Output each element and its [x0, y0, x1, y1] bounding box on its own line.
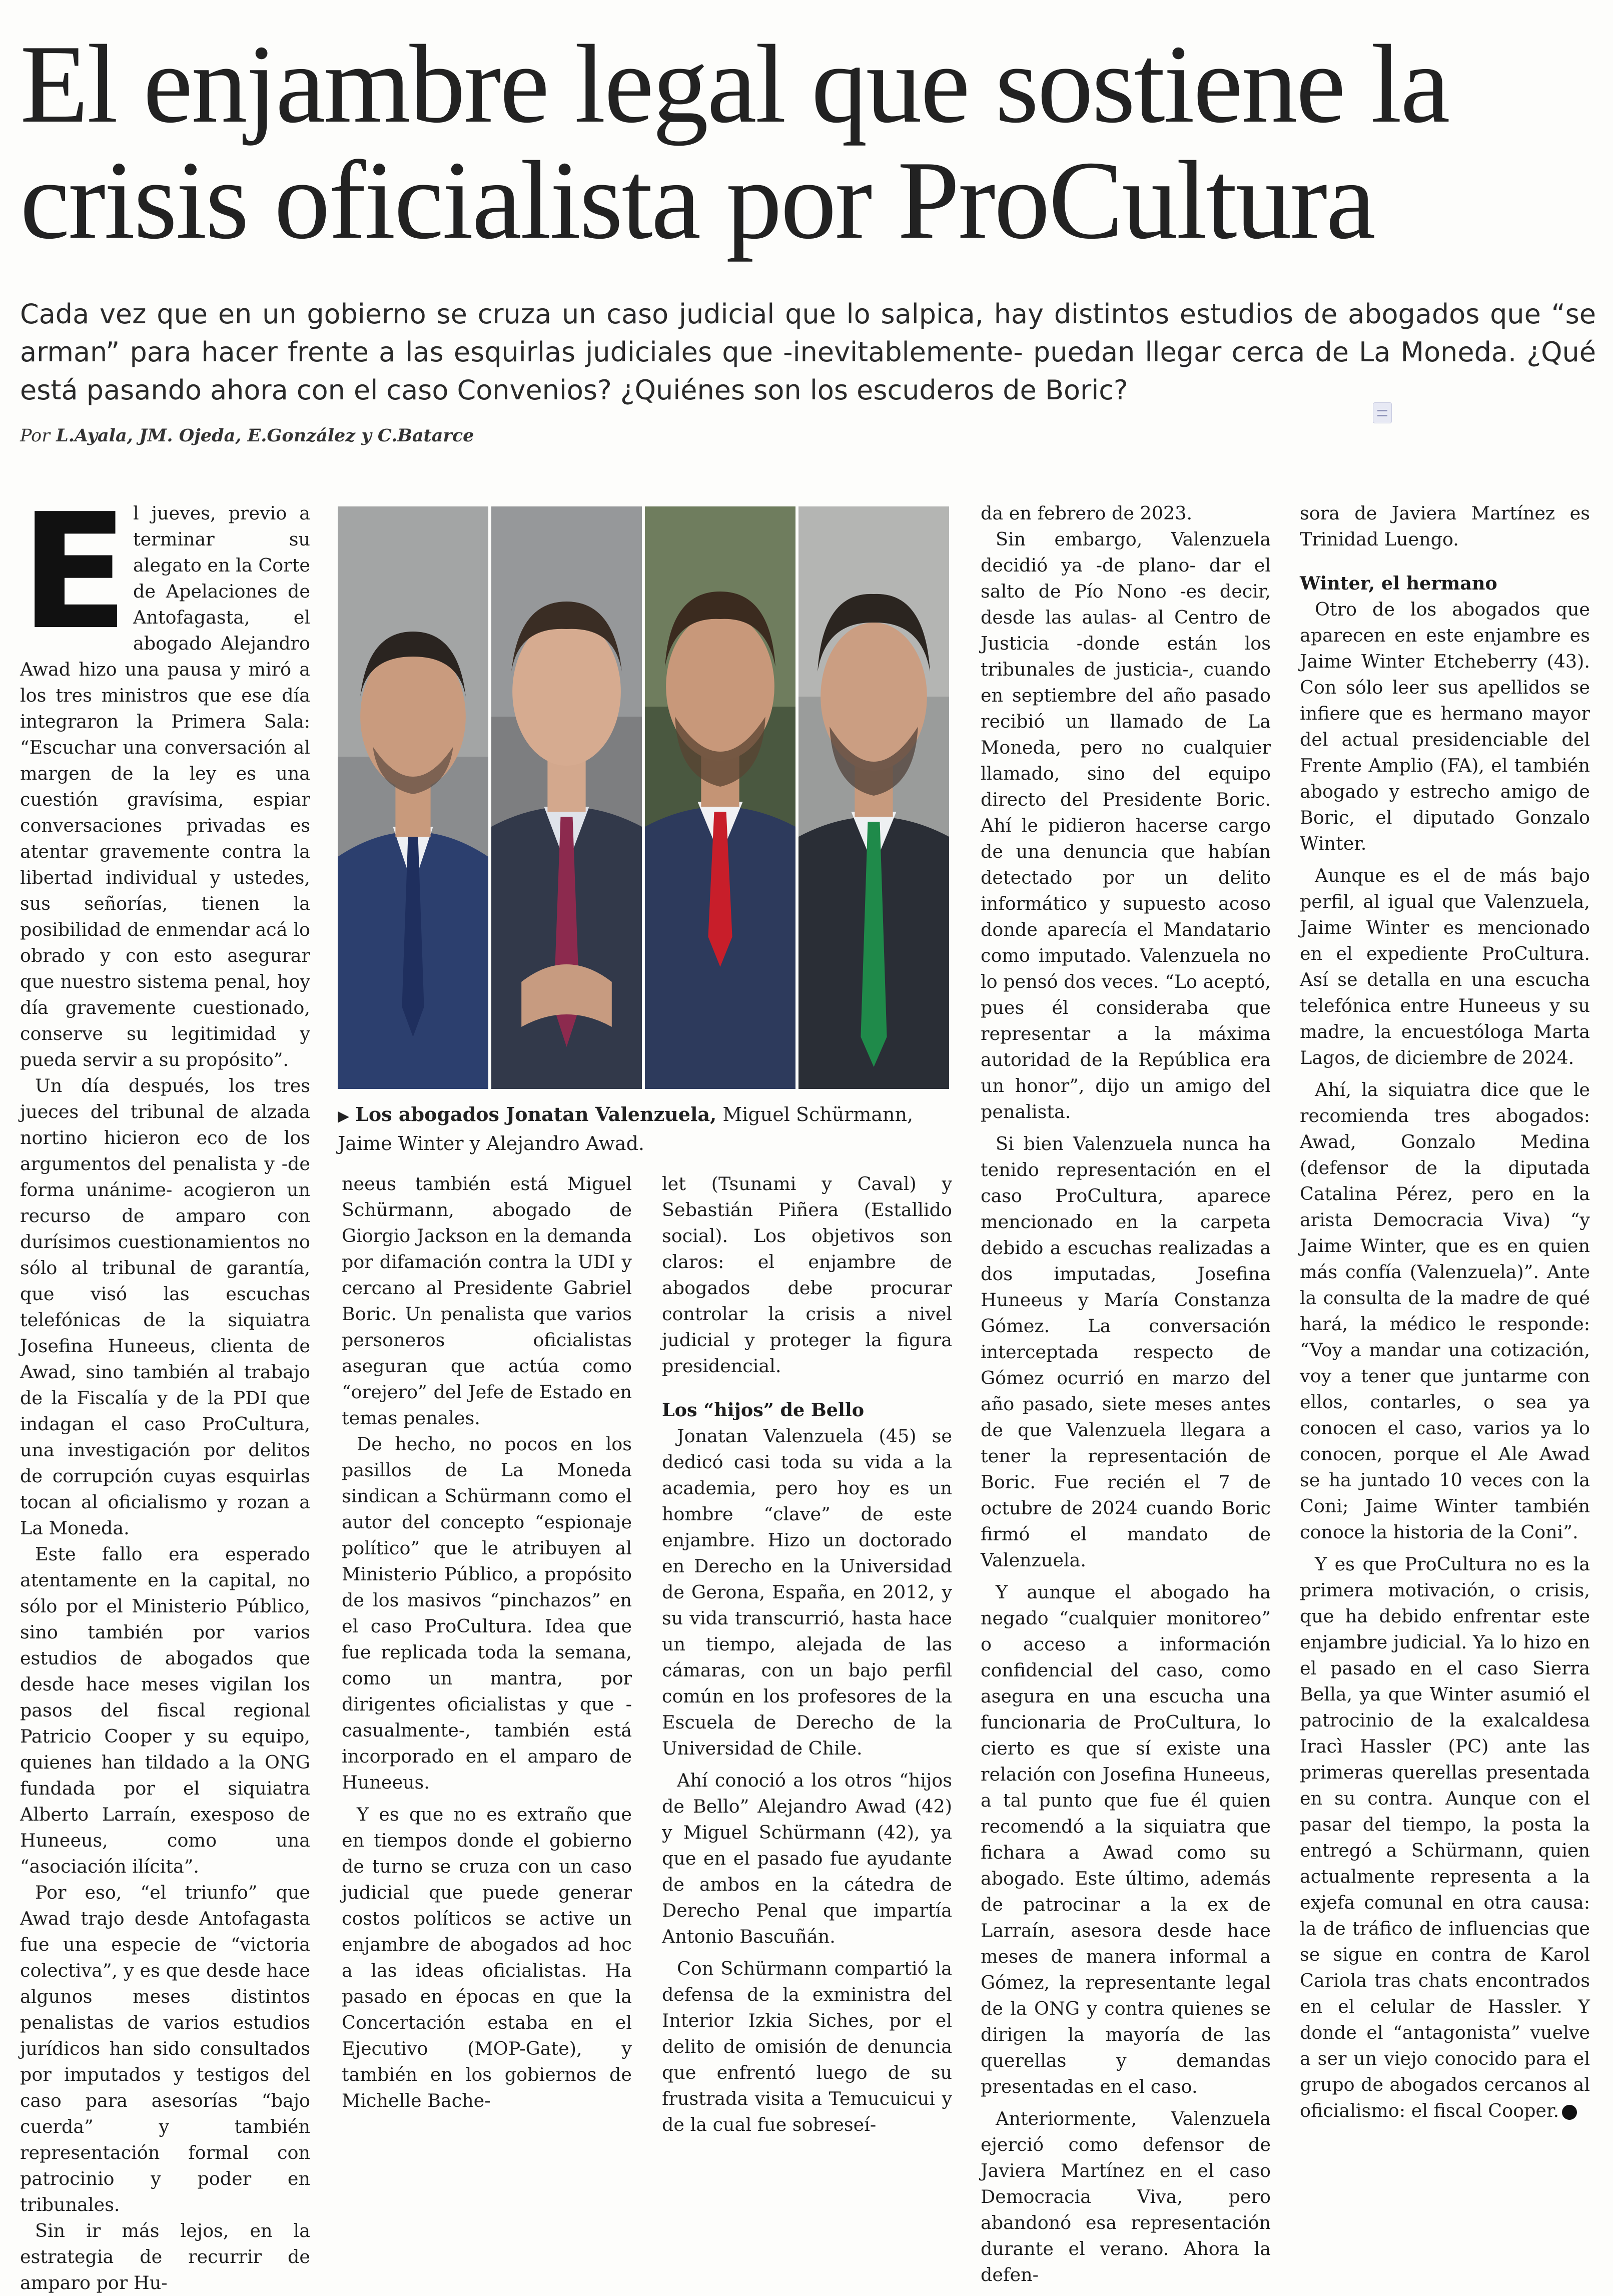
article-column-3: [662, 1171, 952, 2138]
paragraph: let (Tsunami y Caval) y Sebastián Piñera (Estallido social). Los objetivos son claros: el enjambre de abogados debe procurar controlar la crisis a nivel judicial y proteger la figura presidencial.: [662, 1173, 952, 1377]
paragraph: Anteriormente, Valenzuela ejerció como defensor de Javiera Martínez en el caso Democracia Viva, pero abandonó esa representación durante el verano. Ahora la defen-: [981, 2108, 1271, 2285]
paragraph: neeus también está Miguel Schürmann, abogado de Giorgio Jackson en la demanda por difamación contra la UDI y cercano al Presidente Gabriel Boric. Un penalista que varios personeros oficialistas aseguran que actúa como “orejero” del Jefe de Estado en temas penales.: [342, 1173, 632, 1429]
annotation-icon[interactable]: [1373, 402, 1392, 423]
end-mark-icon: [1562, 2105, 1577, 2120]
drop-cap: E: [20, 479, 125, 665]
portrait-awad: [798, 506, 949, 1089]
article-column-2: [342, 1171, 632, 2114]
paragraph: da en febrero de 2023.: [981, 502, 1193, 524]
lawyers-photo: [338, 506, 949, 1089]
paragraph: Este fallo era esperado atentamente en la capital, no sólo por el Ministerio Público, sino también por varios estudios de abogados que desde hace meses vigilan los pasos del fiscal regional Patricio Cooper y su equipo, quienes han tildado a la ONG fundada por el siquiatra Alberto Larraín, exesposo de Huneeus, como una “asociación ilícita”.: [20, 1543, 310, 1877]
paragraph: Y es que no es extraño que en tiempos donde el gobierno de turno se cruza con un caso judicial que puede generar costos políticos se active un enjambre de abogados ad hoc a las ideas oficialistas. Ha pasado en épocas en que la Concertación estaba en el Ejecutivo (MOP-Gate), y también en los gobiernos de Michelle Bache-: [342, 1804, 632, 2111]
paragraph: Ahí, la siquiatra dice que le recomienda tres abogados: Awad, Gonzalo Medina (defensor de la diputada Catalina Pérez, pero en la arista Democracia Viva) “y Jaime Winter, que es en quien más confía (Valenzuela)”. Ante la consulta de la madre de qué hará, la médico le responde: “Voy a mandar una cotización, voy a tener que juntarme con ellos, contarles, o sea ya conocen el caso, varios ya lo conocen, porque el Ale Awad se ha juntado 10 veces con la Coni; Jaime Winter también conoce la historia de la Coni”.: [1300, 1079, 1590, 1543]
paragraph: Jonatan Valenzuela (45) se dedicó casi toda su vida a la academia, pero hoy es un hombre “clave” de este enjambre. Hizo un doctorado en Derecho en la Universidad de Gerona, España, en 2012, y su vida transcurrió, hasta hace un tiempo, alejada de las cámaras, con un bajo perfil común en los profesores de la Escuela de Derecho de la Universidad de Chile.: [662, 1425, 952, 1759]
caption-marker-icon: ▶: [338, 1107, 350, 1125]
photo-caption: [338, 1101, 953, 1157]
portrait-schurmann: [491, 506, 642, 1089]
caption-bold: Los abogados Jonatan Valenzuela,: [355, 1103, 717, 1125]
paragraph: Un día después, los tres jueces del tribunal de alzada nortino hicieron eco de los argumentos del penalista y -de forma unánime- acogieron un recurso de amparo con durísimos cuestionamientos no sólo al tribunal de garantía, que visó las escuchas telefónicas de la siquiatra Josefina Huneeus, clienta de Awad, sino también al trabajo de la Fiscalía y de la PDI que indagan el caso ProCultura, una investigación por delitos de corrupción cuyas esquirlas tocan al oficialismo y rozan a La Moneda.: [20, 1075, 310, 1539]
article-column-5: [1300, 500, 1590, 2124]
lede: Cada vez que en un gobierno se cruza un caso judicial que lo salpica, hay distintos estudios de abogados que “se arman” para hacer frente a las esquirlas judiciales que -inevitablemente- puedan llegar cerca de La Moneda. ¿Qué está pasando ahora con el caso Convenios? ¿Quiénes son los escuderos de Boric?: [20, 298, 1596, 406]
headline: El enjambre legal que sostiene la crisis oficialista por ProCultura: [20, 22, 1449, 262]
subheading-winter-el-hermano: Winter, el hermano: [1300, 572, 1497, 594]
paragraph: Sin embargo, Valenzuela decidió ya -de plano- dar el salto de Pío Nono -es decir, desde las aulas- al Centro de Justicia -donde están los tribunales de justicia-, cuando en septiembre del año pasado recibió un llamado de La Moneda, pero no cualquier llamado, sino del equipo directo del Presidente Boric. Ahí le pidieron hacerse cargo de una denuncia que habían detectado por un delito informático y supuesto acoso donde aparecía el Mandatario como imputado. Valenzuela no lo pensó dos veces. “Lo aceptó, pues él consideraba que representar a la máxima autoridad de la República era un honor”, dijo un amigo del penalista.: [981, 528, 1271, 1122]
paragraph: Otro de los abogados que aparecen en este enjambre es Jaime Winter Etcheberry (43). Con sólo leer sus apellidos se infiere que es hermano mayor del actual presidenciable del Frente Amplio (FA), el también abogado y estrecho amigo de Boric, el diputado Gonzalo Winter.: [1300, 599, 1590, 854]
paragraph-text: Y es que ProCultura no es la primera motivación, o crisis, que ha debido enfrentar este enjambre judicial. Ya lo hizo en el pasado en el caso Sierra Bella, ya que Winter asumió el patrocinio de la exalcaldesa Iracì Hassler (PC) ante las primeras querellas presentada en su contra. Aunque con el pasar del tiempo, la posta la entregó a Schürmann, quien actualmente representa a la exjefa comunal en otra causa: la de tráfico de influencias que se sigue en contra de Karol Cariola tras chats encontrados en el celular de Hassler. Y donde el “antagonista” vuelve a ser un viejo conocido para el grupo de abogados cercanos al oficialismo: el fiscal Cooper.: [1300, 1553, 1590, 2121]
byline-prefix: Por: [20, 426, 50, 446]
article-column-4: [981, 500, 1271, 2288]
subheading-hijos-de-bello: Los “hijos” de Bello: [662, 1399, 865, 1421]
portrait-valenzuela: [338, 506, 488, 1089]
paragraph: sora de Javiera Martínez es Trinidad Luengo.: [1300, 502, 1590, 550]
portrait-winter: [645, 506, 795, 1089]
paragraph: Si bien Valenzuela nunca ha tenido representación en el caso ProCultura, aparece mencionado en la carpeta debido a escuchas realizadas a dos imputadas, Josefina Huneeus y María Constanza Gómez. La conversación interceptada respecto de Gómez ocurrió en marzo del año pasado, siete meses antes de que Valenzuela llegara a tener la representación de Boric. Fue recién el 7 de octubre de 2024 cuando Boric firmó el mandato de Valenzuela.: [981, 1133, 1271, 1571]
paragraph: [1300, 1551, 1590, 2124]
paragraph: l jueves, previo a terminar su alegato en la Corte de Apelaciones de Antofagasta, el abogado Alejandro Awad hizo una pausa y miró a los tres ministros que ese día integraron la Primera Sala: “Escuchar una conversación al margen de la ley es una cuestión gravísima, espiar conversaciones privadas es atentar gravemente contra la libertad individual y ustedes, sus señorías, tienen la posibilidad de enmendar acá lo obrado y con esto asegurar que nuestro sistema penal, hoy día gravemente cuestionado, conserve su legitimidad y pueda servir a su propósito”.: [20, 502, 310, 1070]
paragraph: Y aunque el abogado ha negado “cualquier monitoreo” o acceso a información confidencial del caso, como asegura en una escucha una funcionaria de ProCultura, lo cierto es que sí existe una relación con Josefina Huneeus, a tal punto que fue él quien recomendó a la siquiatra que fichara a Awad como su abogado. Este último, además de patrocinar a la ex de Larraín, asesora desde hace meses de manera informal a Gómez, la representante legal de la ONG y contra quienes se dirigen la mayoría de las querellas y demandas presentadas en el caso.: [981, 1581, 1271, 2097]
paragraph: Por eso, “el triunfo” que Awad trajo desde Antofagasta fue una especie de “victoria colectiva”, y es que desde hace algunos meses distintos penalistas de varios estudios jurídicos han sido consultados por imputados y testigos del caso para asesorías “bajo cuerda” y también representación formal con patrocinio y poder en tribunales.: [20, 1882, 310, 2215]
paragraph: Sin ir más lejos, en la estrategia de recurrir de amparo por Hu-: [20, 2220, 310, 2293]
paragraph: Ahí conoció a los otros “hijos de Bello” Alejandro Awad (42) y Miguel Schürmann (42), ya que en el pasado fue ayudante de ambos en la cátedra de Derecho Penal que impartía Antonio Bascuñán.: [662, 1770, 952, 1947]
article-column-1: [20, 479, 310, 2296]
paragraph: Con Schürmann compartió la defensa de la exministra del Interior Izkia Siches, por el delito de omisión de denuncia que enfrentó luego de su frustrada visita a Temucuicui y de la cual fue sobreseí-: [662, 1958, 952, 2135]
caption-text: Miguel Schürmann, Jaime Winter y Alejandro Awad.: [338, 1103, 914, 1155]
paragraph: Aunque es el de más bajo perfil, al igual que Valenzuela, Jaime Winter es mencionado en el expediente ProCultura. Así se detalla en una escucha telefónica entre Huneeus y su madre, la encuestóloga Marta Lagos, de diciembre de 2024.: [1300, 865, 1590, 1068]
byline-authors: L.Ayala, JM. Ojeda, E.González y C.Batarce: [56, 425, 474, 446]
paragraph: De hecho, no pocos en los pasillos de La Moneda sindican a Schürmann como el autor del concepto “espionaje político” que le atribuyen al Ministerio Público, a propósito de los masivos “pinchazos” en el caso ProCultura. Idea que fue replicada toda la semana, como un mantra, por dirigentes oficialistas y que -casualmente-, también está incorporado en el amparo de Huneeus.: [342, 1433, 632, 1793]
byline: [20, 425, 474, 446]
